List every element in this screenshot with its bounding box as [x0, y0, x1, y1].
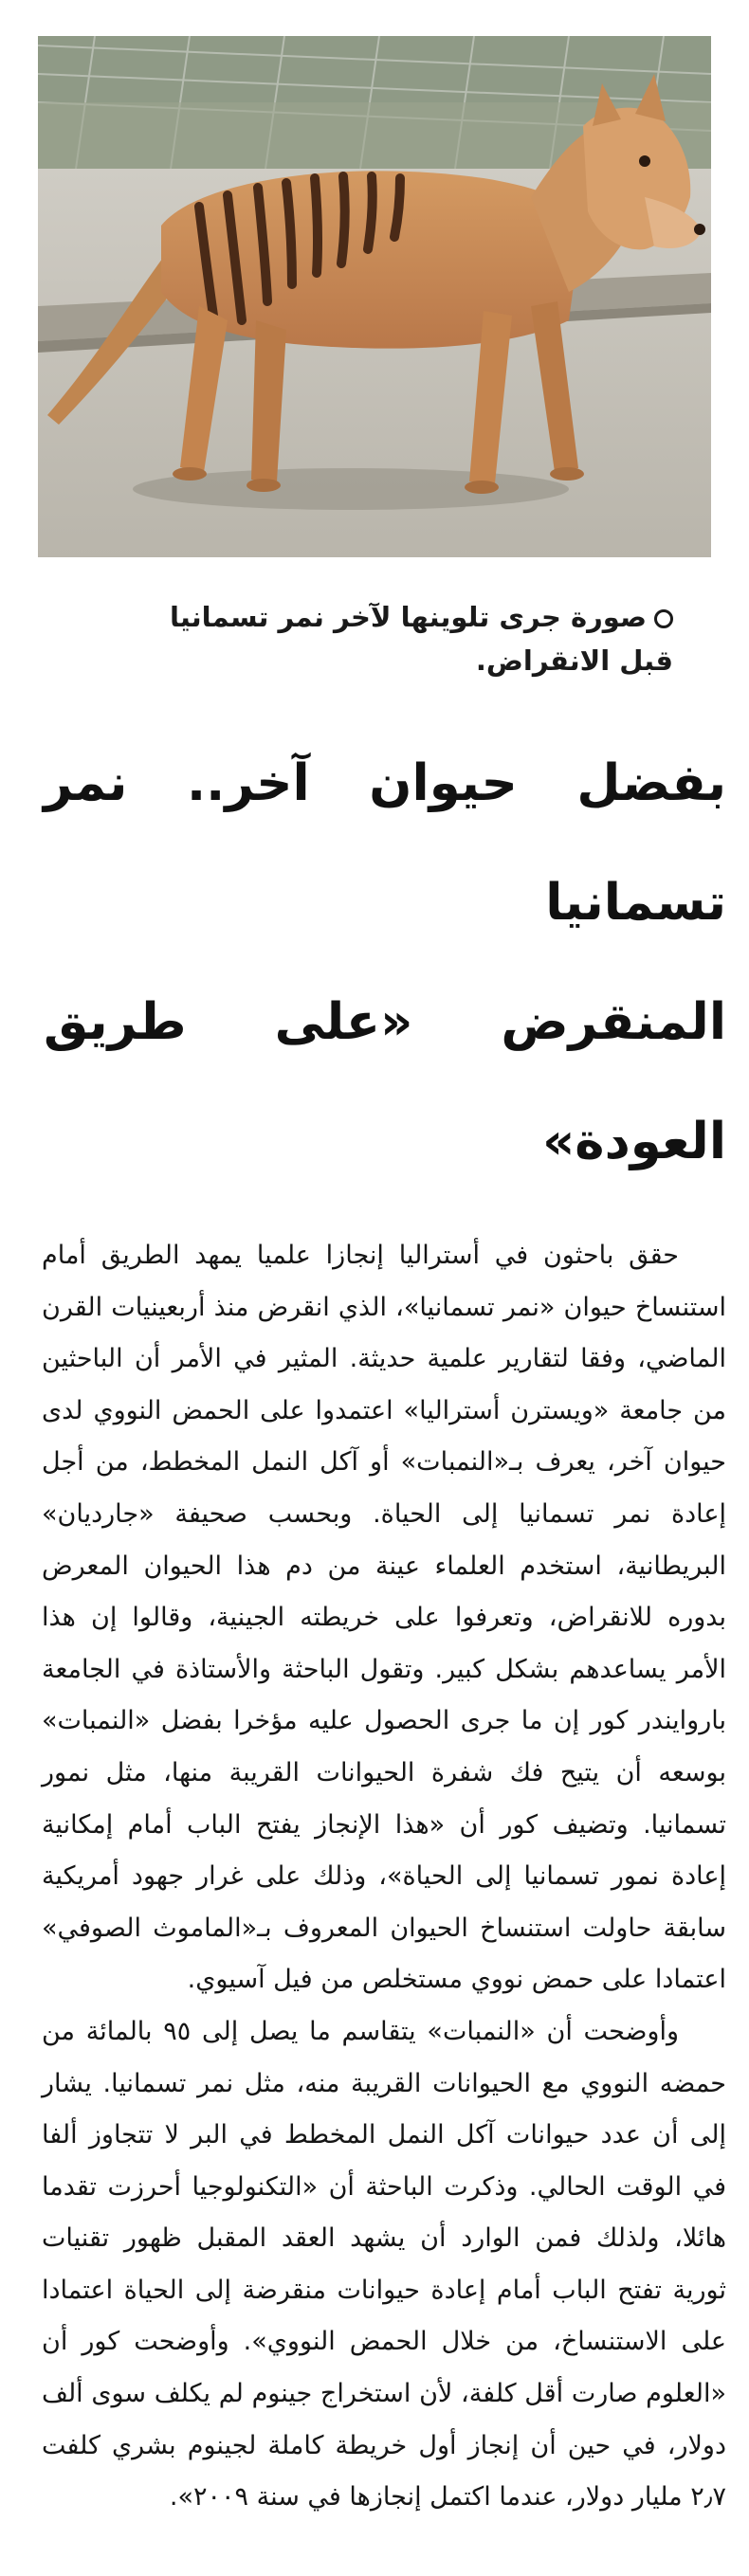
article-paragraph-1: حقق باحثون في أستراليا إنجازا علميا يمهد الطريق أمام استنساخ حيوان «نمر تسمانيا»، الذي انقرض منذ أربعينيات القرن الماضي، وفقا لتقارير علمية حديثة. المثير في الأمر أن الباحثين من جامعة «ويسترن أستراليا» اعتمدوا على الحمض النووي لدى حيوان آخر، يعرف بـ«النمبات» أو آكل النمل المخطط، من أجل إعادة نمر تسمانيا إلى الحياة. وبحسب صحيفة «جارديان» البريطانية، استخدم العلماء عينة من دم هذا الحيوان المعرض بدوره للانقراض، وتعرفوا على خريطته الجينية، وقالوا إن هذا الأمر يساعدهم بشكل كبير. وتقول الباحثة والأستاذة في الجامعة باروايندر كور إن ما جرى الحصول عليه مؤخرا بفضل «النمبات» بوسعه أن يتيح فك شفرة الحيوانات القريبة منها، مثل نمور تسمانيا. وتضيف كور أن «هذا الإنجاز يفتح الباب أمام إمكانية إعادة نمور تسمانيا إلى الحياة»، وذلك على غرار جهود أمريكية سابقة حاولت استنساخ الحيوان المعروف بـ«الماموث الصوفي» اعتمادا على حمض نووي مستخلص من فيل آسيوي. — [42, 1241, 726, 1995]
photo-illustration — [38, 36, 711, 557]
photo-caption — [114, 595, 673, 682]
article-paragraph-2: وأوضحت أن «النمبات» يتقاسم ما يصل إلى ٩٥ بالمائة من حمضه النووي مع الحيوانات القريبة منه، مثل نمر تسمانيا. يشار إلى أن عدد حيوانات آكل النمل المخطط في البر لا تتجاوز ألفا في الوقت الحالي. وذكرت الباحثة أن «التكنولوجيا أحرزت تقدما هائلا، ولذلك فمن الوارد أن يشهد العقد المقبل ظهور تقنيات ثورية تفتح الباب أمام إعادة حيوانات منقرضة إلى الحياة اعتمادا على الاستنساخ، من خلال الحمض النووي». وأوضحت كور أن «العلوم صارت أقل كلفة، لأن استخراج جينوم لم يكلف سوى ألف دولار، في حين أن إنجاز أول خريطة كاملة لجينوم بشري كلفت ٢٫٧ مليار دولار، عندما اكتمل إنجازها في سنة ٢٠٠٩». — [42, 2016, 726, 2513]
caption-bullet-icon — [654, 609, 673, 628]
headline-line-2: المنقرض «على طريق العودة» — [44, 993, 726, 1170]
caption-text: صورة جرى تلوينها لآخر نمر تسمانيا قبل الانقراض. — [170, 601, 673, 677]
article-body — [42, 1230, 726, 2524]
headline-line-1: بفضل حيوان آخر.. نمر تسمانيا — [44, 754, 726, 932]
article-headline — [44, 724, 726, 1202]
tasmanian-tiger-photo — [38, 36, 711, 557]
